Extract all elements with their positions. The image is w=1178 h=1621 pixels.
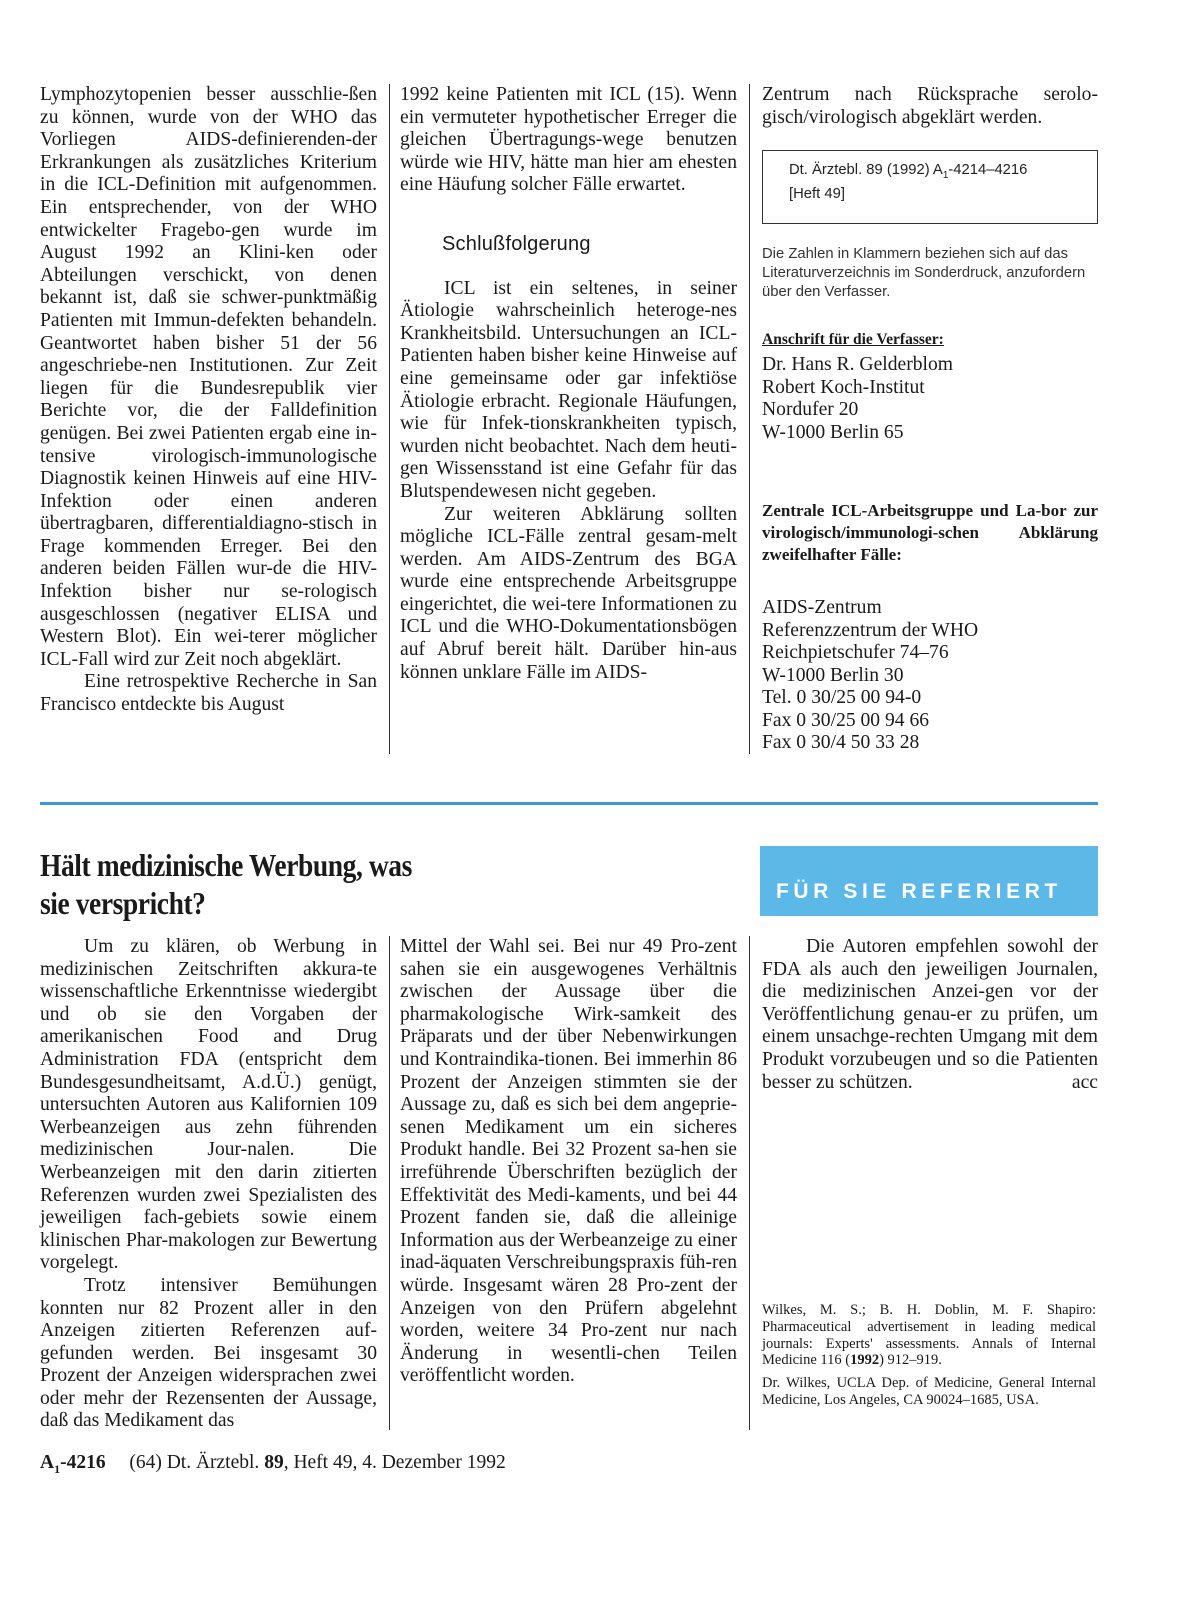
paragraph: Mittel der Wahl sei. Bei nur 49 Pro-zent sahen sie ein ausgewogenes Verhältnis zwischen der Aussage über die pharmakologische Wirk-samkeit des Präparats und der über Nebenwirkungen und Kontraindika-tionen. Bei immerhin 86 Prozent der Anzeigen stimmten sie der Aussage zu, daß es sich bei dem angeprie-senen Medikament um ein sicheres Produkt handle. Bei 32 Prozent sa-hen sie irreführende Überschriften bezüglich der Effektivität des Medi-kaments, und bei 44 Prozent fanden sie, daß die alleinige Information aus der Werbeanzeige zu einer inad-äquaten Verschreibungspraxis füh-ren würde. Insgesamt wären 28 Pro-zent der Anzeigen von den Prüfern abgelehnt worden, weitere 34 Pro-zent nur nach Änderung in wesentli-chen Teilen veröffentlicht worden. [400,936,737,1387]
address-line: Fax 0 30/25 00 94 66 [762,709,930,731]
section-banner [760,846,1098,916]
column-divider [749,936,750,1430]
paragraph: Eine retrospektive Recherche in San Francisco entdeckte bis August [40,671,377,716]
bottom-col-3 [762,936,1098,1094]
paragraph: 1992 keine Patienten mit ICL (15). Wenn ein vermuteter hypothetischer Erreger die gleichen Übertragungs-wege benutzen würde wie HIV, hätte man hier am ehesten eine Häufung solcher Fälle erwartet. [400,84,737,196]
address-line: Dr. Hans R. Gelderblom [762,354,954,375]
article-headline [40,846,522,922]
citation-reference: Wilkes, M. S.; B. H. Doblin, M. F. Shapiro: Pharmaceutical advertisement in leading medical journals: Experts' assessments. Annals of Internal Medicine 116 (1992) 912–919. [762,1302,1096,1369]
top-col-1 [40,84,377,717]
reference-line: Dt. Ärztebl. 89 (1992) $A_1-4214-4216$ [789,162,1028,181]
column-divider [389,936,390,1430]
section-subheading: Schlußfolgerung [442,232,591,255]
address-line: Tel. 0 30/25 00 94-0 [762,687,922,708]
top-col-2 [400,84,737,684]
bottom-col-1 [40,936,377,1433]
issue-info: (64) Dt. Ärztebl. 89, Heft 49, 4. Dezember 1992 [129,1452,506,1473]
group-address-block [762,597,1098,755]
author-signature: acc [1071,1071,1098,1093]
citation-block [762,1302,1096,1415]
page-footer [40,1452,740,1477]
headline-line: Hält medizinische Werbung, was [40,847,412,883]
paragraph: Die Autoren empfehlen sowohl der FDA als auch den jeweiligen Journalen, die medizinischen Anzei-gen vor der Veröffentlichung genau-er zu prüfen, um einem unsachge-rechten Umgang mit dem Produkt vorzubeugen und so die Patienten besser zu schützen. acc [762,936,1098,1093]
paragraph: Lymphozytopenien besser ausschlie-ßen zu können, wurde von der WHO das Vorliegen AIDS-definierenden-der Erkrankungen als zusätzliches Kriterium in die ICL-Definition mit aufgenommen. Ein entsprechender, von der WHO entwickelter Fragebo-gen wurde im August 1992 an Klini-ken oder Abteilungen verschickt, von denen bekannt ist, daß sie schwer-punktmäßig Patienten mit Immun-defekten behandeln. Geantwortet haben bisher 51 der 56 angeschriebe-nen Institutionen. Zur Zeit liegen für die Bundesrepublik vier Berichte vor, die der Falldefinition genügen. Bei zwei Patienten ergab eine in-tensive virologisch-immunologische Diagnostik keinen Hinweis auf eine HIV-Infektion oder einen anderen übertragbaren, differentialdiagno-stisch in Frage kommenden Erreger. Bei den anderen beiden Fällen wur-de die HIV-Infektion bisher nur se-rologisch ausgeschlossen (negativer ELISA und Western Blot). Ein wei-terer möglicher ICL-Fall wird zur Zeit noch abgeklärt. [40,84,377,670]
author-address-heading: Anschrift für die Verfasser: [762,331,944,348]
address-line: AIDS-Zentrum [762,597,882,618]
paragraph: Zentrum nach Rücksprache serolo-gisch/virologisch abgeklärt werden. [762,84,1098,128]
author-address-block [762,330,1098,444]
headline-line: sie verspricht? [40,885,206,921]
reference-issue: [Heft 49] [789,185,845,202]
column-divider [749,84,750,754]
page-number: $A_1-4216$ [40,1452,106,1476]
paragraph: ICL ist ein seltenes, in seiner Ätiologie wahrscheinlich heteroge-nes Krankheitsbild. Untersuchungen an ICL-Patienten haben bisher keine Hinweise auf eine gemeinsame oder gar infektiöse Ätiologie erbracht. Regionale Häufungen, wie für Infek-tionskrankheiten typisch, wurden nicht beobachtet. Nach dem heuti-gen Wissensstand ist eine Gefahr für das Blutspendewesen nicht gegeben. [400,277,737,502]
address-line: W-1000 Berlin 30 [762,664,904,686]
bottom-col-2 [400,936,737,1388]
address-line: Nordufer 20 [762,399,859,420]
address-line: Robert Koch-Institut [762,376,925,398]
section-banner-label: FÜR SIE REFERIERT [776,880,1062,903]
reference-box [762,150,1098,224]
citation-address: Dr. Wilkes, UCLA Dep. of Medicine, General Internal Medicine, Los Angeles, CA 90024–1685, USA. [762,1375,1096,1408]
top-col-3 [762,84,1098,129]
address-line: Referenzzentrum der WHO [762,619,979,641]
address-line: Fax 0 30/4 50 33 28 [762,732,920,753]
literature-note: Die Zahlen in Klammern beziehen sich auf das Literaturverzeichnis im Sonderdruck, anzufordern über den Verfasser. [762,246,1086,300]
address-line: Reichpietschufer 74–76 [762,642,949,663]
paragraph: Trotz intensiver Bemühungen konnten nur 82 Prozent aller in den Anzeigen zitierten Referenzen auf-gefunden werden. Bei insgesamt 30 Prozent der Anzeigen widersprachen zwei oder mehr der Rezensenten der Aussage, daß das Medikament das [40,1274,377,1432]
address-line: W-1000 Berlin 65 [762,421,904,443]
paragraph: Um zu klären, ob Werbung in medizinischen Zeitschriften akkura-te wissenschaftliche Erkenntnisse wiedergibt und ob sie den Vorgaben der amerikanischen Food and Drug Administration FDA (entspricht dem Bundesgesundheitsamt, A.d.Ü.) genügt, untersuchten Autoren aus Kalifornien 109 Werbeanzeigen aus zehn führenden medizinischen Jour-nalen. Die Werbeanzeigen mit den darin zitierten Referenzen wurden zwei Spezialisten des jeweiligen fach-gebiets sowie einem klinischen Phar-makologen zur Bewertung vorgelegt. [40,936,377,1274]
column-divider [389,84,390,754]
paragraph: Zur weiteren Abklärung sollten mögliche ICL-Fälle zentral gesam-melt werden. Am AIDS-Zentrum des BGA wurde eine entsprechende Arbeitsgruppe eingerichtet, die wei-tere Informationen zu ICL und die WHO-Dokumentationsbögen auf Abruf bereit hält. Darüber hin-aus können unklare Fälle im AIDS- [400,503,737,683]
section-rule [40,802,1098,805]
group-heading: Zentrale ICL-Arbeitsgruppe und La-bor zur virologisch/immunologi-schen Abklärung zweifelhafter Fälle: [762,501,1098,564]
